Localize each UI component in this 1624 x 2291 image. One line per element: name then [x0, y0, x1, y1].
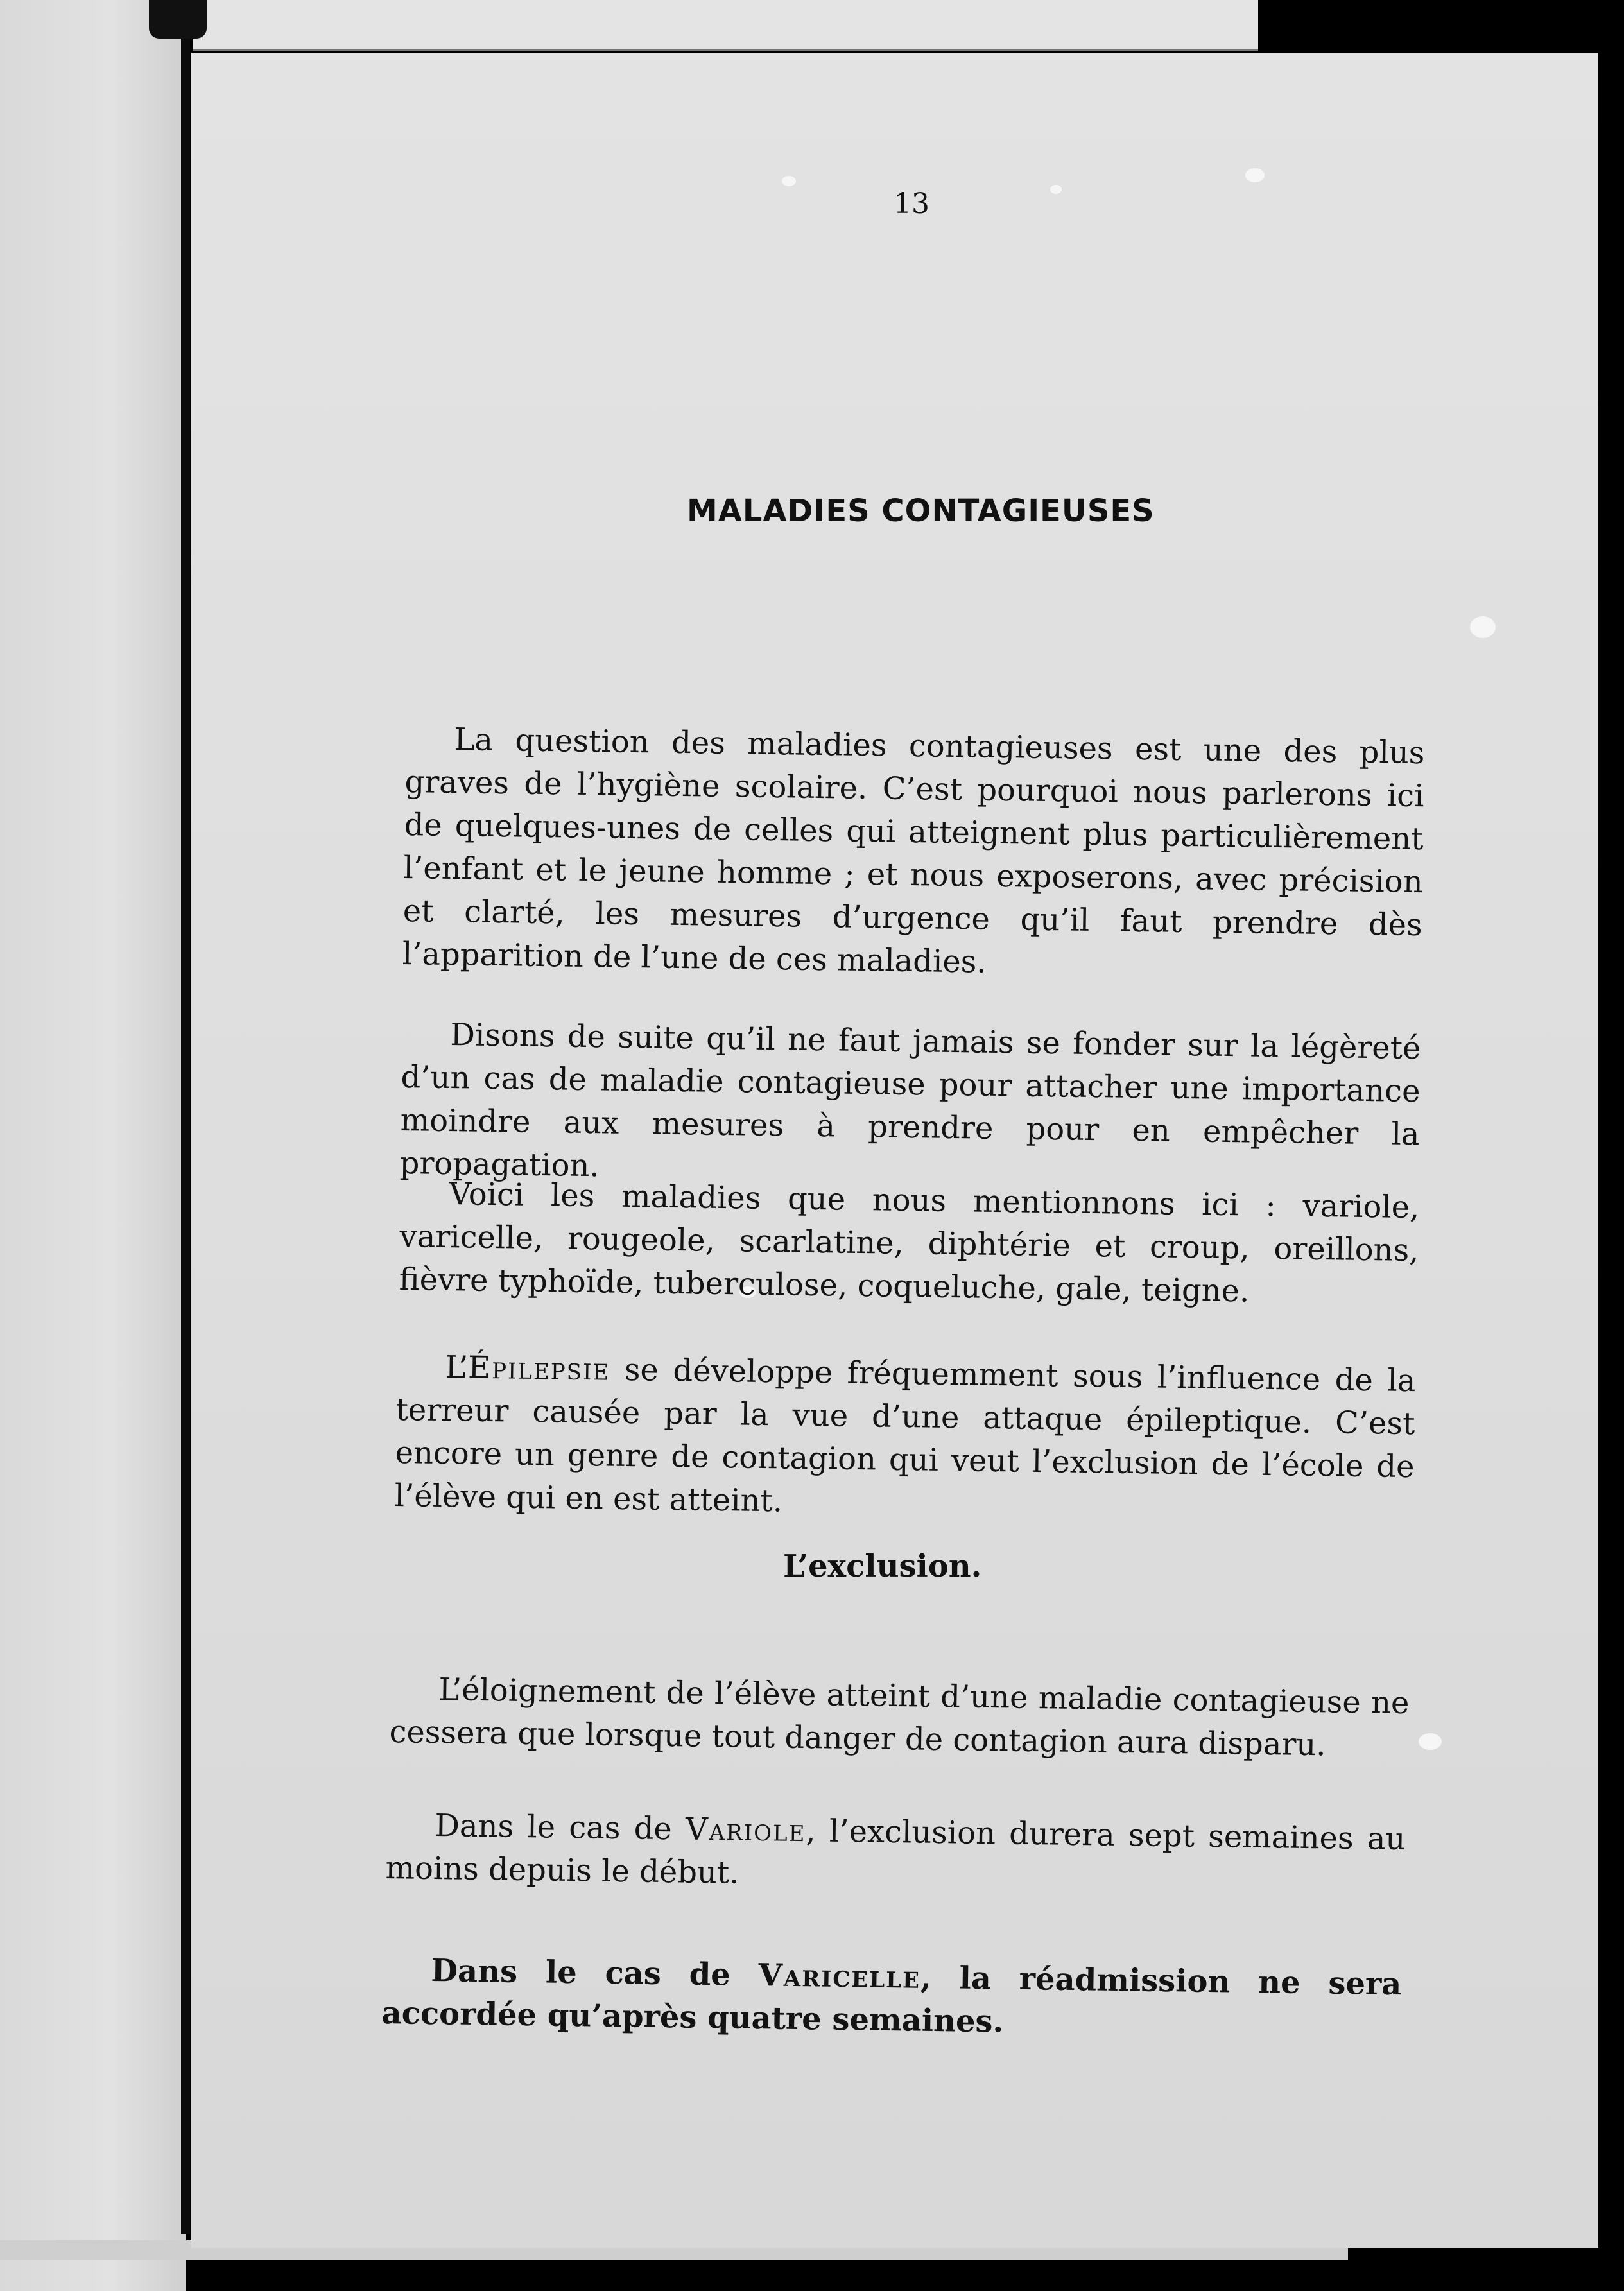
left-page-edge	[0, 0, 186, 2291]
scan-blemish	[1245, 168, 1265, 182]
chapter-title: MALADIES CONTAGIEUSES	[687, 493, 1155, 529]
section-title: L’exclusion.	[783, 1548, 982, 1584]
paragraph-rest: se développe fréquemment sous l’influence de la terreur causée par la vue d’une attaque épileptique. C’est encore un genre de contagion qui veut l’exclusion de l’école de l’élève qui en est atteint.	[394, 1351, 1416, 1519]
paragraph-disease-list: Voici les maladies que nous mentionnons ici : variole, varicelle, rougeole, scarlatine, diphtérie et croup, oreillons, fièvre typhoïde, tuberculose, coqueluche, gale, teigne.	[399, 1176, 1420, 1310]
paragraph-rest: , l’exclusion durera sept semaines au moins depuis le début.	[385, 1813, 1406, 1891]
paragraph-varicelle	[381, 1949, 1402, 2049]
top-paper-edge	[193, 0, 1258, 51]
disease-term-variole: Variole	[685, 1811, 806, 1849]
paragraph-exclusion-rule: L’éloignement de l’élève atteint d’une maladie contagieuse ne cessera que lorsque tout danger de contagion aura disparu.	[389, 1672, 1410, 1763]
scan-blemish	[1419, 1733, 1442, 1750]
paragraph-intro: La question des maladies contagieuses est une des plus graves de l’hygiène scolaire. C’est pourquoi nous parlerons ici de quelques-unes de celles qui atteignent plus particulièrement l’enfant et le jeune homme ; et nous exposerons, avec précision et clarté, les mesures d’urgence qu’il faut prendre dès l’apparition de l’une de ces maladies.	[402, 722, 1425, 980]
paragraph-gravity: Disons de suite qu’il ne faut jamais se fonder sur la légèreté d’un cas de maladie contagieuse pour attacher une importance moindre aux mesures à prendre pour en empêcher la propagation.	[399, 1017, 1421, 1184]
scan-blemish	[782, 176, 796, 186]
scan-blemish	[1470, 616, 1496, 638]
binding-clip	[149, 0, 207, 39]
disease-term-varicelle: Varicelle	[758, 1957, 921, 1996]
scan-blemish	[1050, 185, 1062, 194]
paragraph-lead: Dans le cas de	[431, 1953, 759, 1994]
disease-term-epilepsy: Épilepsie	[467, 1349, 610, 1388]
paragraph-lead: L’	[445, 1349, 469, 1386]
book-spine	[181, 39, 190, 2234]
paragraph-variole	[385, 1804, 1406, 1904]
page-number: 13	[894, 187, 929, 220]
paragraph-lead: Dans le cas de	[435, 1808, 686, 1847]
paragraph-rest: , la réadmission ne sera accordée qu’après quatre semaines.	[381, 1959, 1402, 2040]
paragraph-epilepsy	[394, 1345, 1416, 1532]
